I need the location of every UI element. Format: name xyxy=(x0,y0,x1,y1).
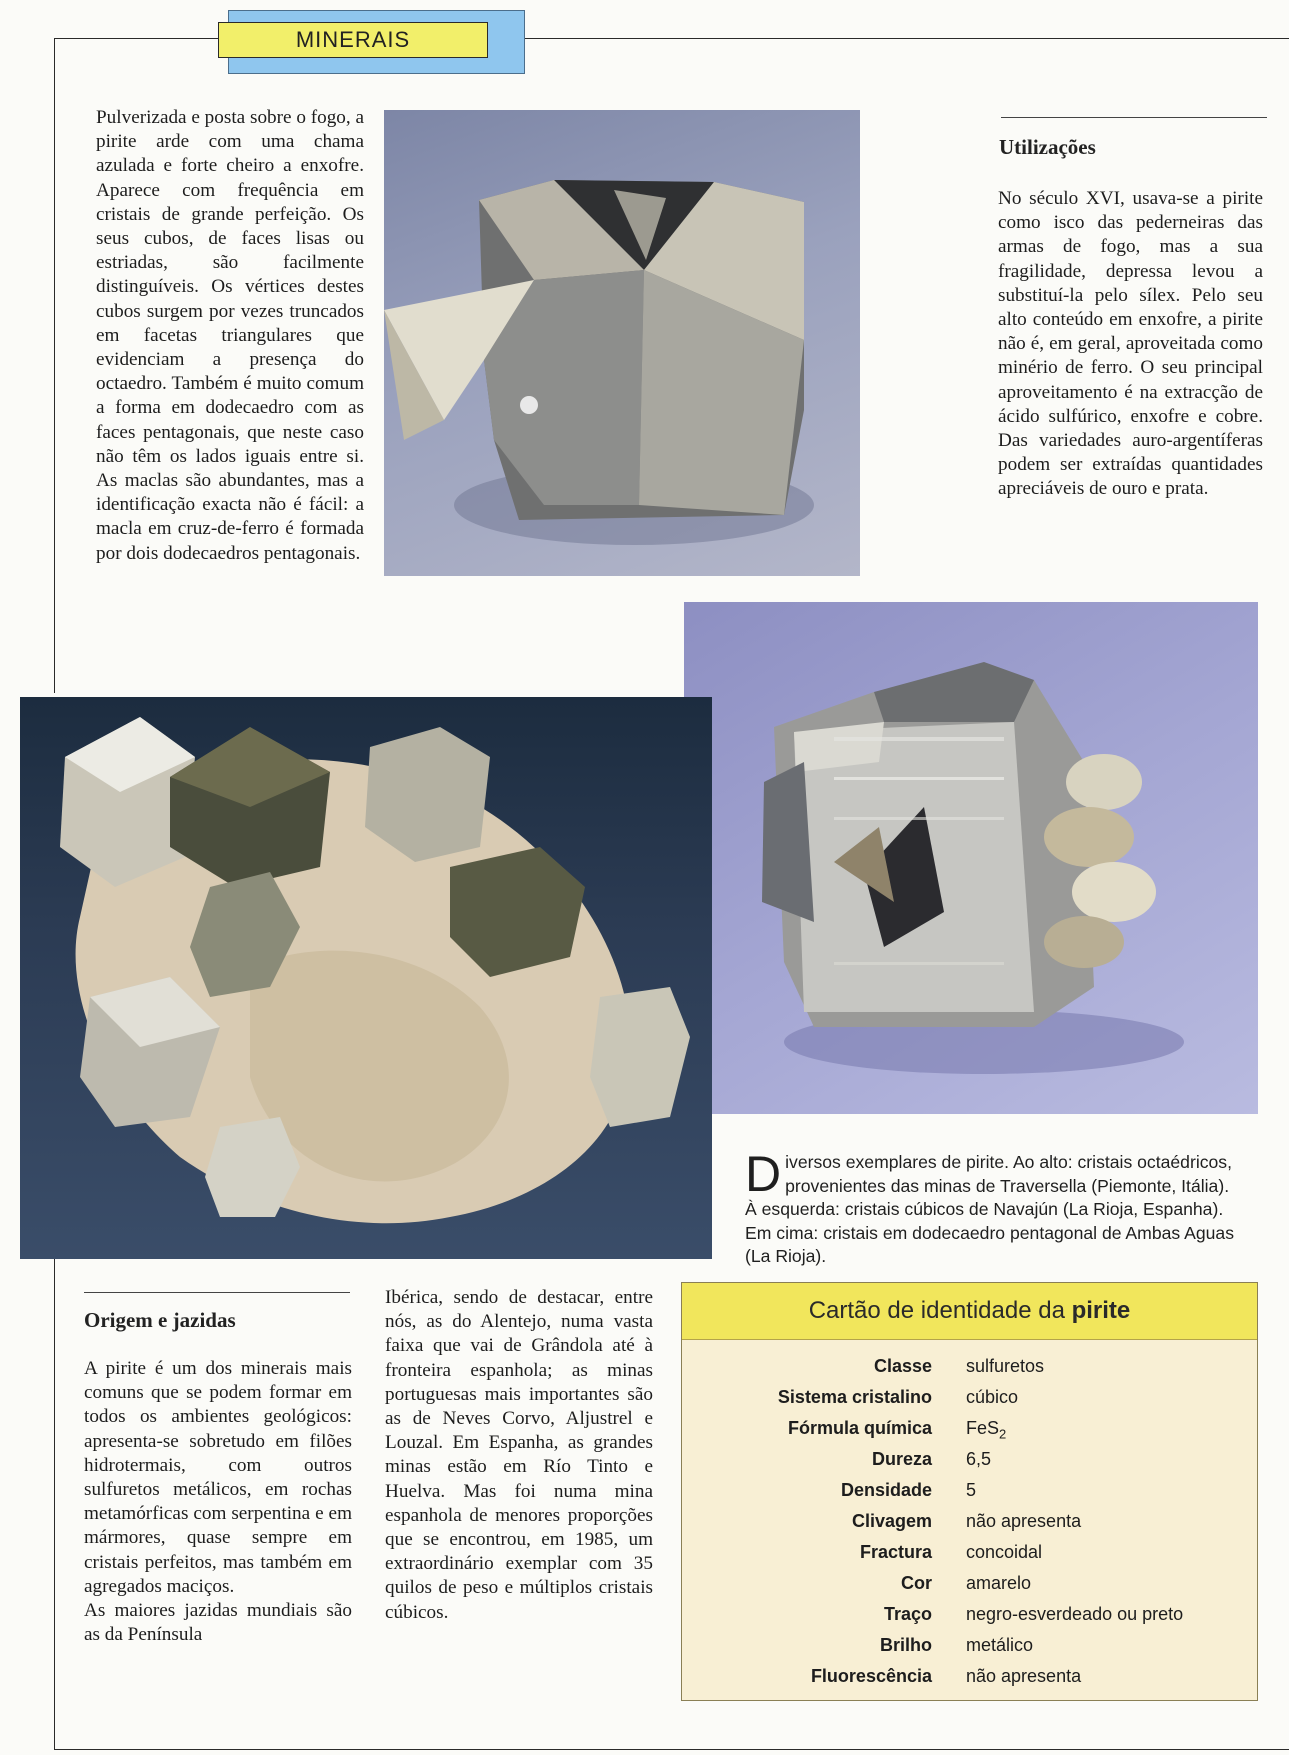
identity-value: negro-esverdeado ou preto xyxy=(966,1604,1184,1624)
origem-rule xyxy=(84,1292,350,1293)
formula-base: FeS xyxy=(966,1418,1000,1438)
identity-value: concoidal xyxy=(966,1542,1043,1562)
identity-label: Traço xyxy=(883,1604,932,1624)
identity-card-title-mineral: pirite xyxy=(1071,1297,1131,1324)
identity-row-fluorescencia xyxy=(682,1666,1257,1696)
identity-label: Fluorescência xyxy=(810,1666,932,1686)
identity-label: Fractura xyxy=(859,1542,932,1562)
identity-value: não apresenta xyxy=(966,1666,1082,1686)
identity-label: Dureza xyxy=(871,1449,932,1469)
utilizacoes-paragraph: No século XVI, usava-se a pirite como isco das pederneiras das armas de fogo, mas a sua fragilidade, depressa levou a substituí-la pelo sílex. Pelo seu alto conteúdo em enxofre, a pirite não é, em geral, aproveitada como minério de ferro. O seu principal aproveitamento é na extracção de ácido sulfúrico, enxofre e cobre. Das variedades auro-argentíferas podem ser extraídas quantidades apreciáveis de ouro e prata. xyxy=(998,188,1263,500)
identity-row-sistema xyxy=(682,1387,1257,1417)
dodecahedral-crystal-illustration xyxy=(684,602,1258,1114)
identity-value: sulfuretos xyxy=(966,1356,1045,1376)
page-frame-left-lower xyxy=(54,1252,55,1750)
utilizacoes-rule xyxy=(1001,117,1267,118)
page-frame-left xyxy=(54,38,55,693)
formula-subscript: 2 xyxy=(999,1426,1007,1442)
section-header: MINERAIS xyxy=(218,22,488,58)
identity-row-densidade xyxy=(682,1480,1257,1510)
origem-column-2: Ibérica, sendo de destacar, entre nós, as do Alentejo, numa vasta faixa que vai de Grândola até à fronteira espanhola; as minas portuguesas mais importantes são as de Neves Corvo, Aljustrel e Louzal. Em Espanha, as grandes minas estão em Río Tinto e Huelva. Mas foi numa mina espanhola de menores proporções que se encontrou, em 1985, um extraordinário exemplar com 35 quilos de peso e múltiplos cristais cúbicos. xyxy=(385,1287,653,1623)
identity-label: Densidade xyxy=(840,1480,932,1500)
identity-label: Sistema cristalino xyxy=(777,1387,932,1407)
identity-value: 5 xyxy=(966,1480,977,1500)
page-frame-bottom xyxy=(54,1749,1289,1750)
identity-label: Clivagem xyxy=(851,1511,932,1531)
identity-row-traco xyxy=(682,1604,1257,1634)
identity-row-classe xyxy=(682,1356,1257,1386)
photo-octahedral-pyrite xyxy=(384,110,860,576)
photo-caption xyxy=(745,1146,1240,1269)
origem-column-1 xyxy=(84,1357,352,1647)
octahedral-crystal-illustration xyxy=(384,110,860,576)
caption-dropcap: D xyxy=(745,1146,782,1202)
utilizacoes-title: Utilizações xyxy=(999,135,1096,159)
identity-label: Fórmula química xyxy=(787,1418,932,1438)
photo-dodecahedral-pyrite xyxy=(684,602,1258,1114)
identity-value: não apresenta xyxy=(966,1511,1082,1531)
identity-row-dureza xyxy=(682,1449,1257,1479)
identity-label: Brilho xyxy=(880,1635,932,1655)
origem-title: Origem e jazidas xyxy=(84,1308,236,1332)
identity-label: Classe xyxy=(873,1356,932,1376)
identity-label: Cor xyxy=(901,1573,932,1593)
identity-value: amarelo xyxy=(966,1573,1032,1593)
identity-card-title xyxy=(682,1283,1257,1340)
identity-card-title-prefix: Cartão de identidade da xyxy=(808,1297,1072,1324)
identity-row-fractura xyxy=(682,1542,1257,1572)
origem-paragraph-2: As maiores jazidas mundiais são as da Península xyxy=(84,1600,352,1646)
cubic-crystals-illustration xyxy=(20,697,712,1259)
identity-row-brilho xyxy=(682,1635,1257,1665)
identity-value-formula xyxy=(966,1418,1006,1442)
identity-value: 6,5 xyxy=(966,1449,992,1469)
identity-value: cúbico xyxy=(966,1387,1019,1407)
intro-paragraph: Pulverizada e posta sobre o fogo, a pirite arde com uma chama azulada e forte cheiro a enxofre. Aparece com frequência em cristais de grande perfeição. Os seus cubos, de faces lisas ou estriadas, são facilmente distinguíveis. Os vértices destes cubos surgem por vezes truncados em facetas triangulares que evidenciam a presença do octaedro. Também é muito comum a forma em dodecaedro com as faces pentagonais, que neste caso não têm os lados iguais entre si. As maclas são abundantes, mas a identificação exacta não é fácil: a macla em cruz-de-ferro é formada por dois dodecaedros pentagonais. xyxy=(96,107,365,564)
identity-row-clivagem xyxy=(682,1511,1257,1541)
identity-value: metálico xyxy=(966,1635,1034,1655)
origem-paragraph-1: A pirite é um dos minerais mais comuns que se podem formar em todos os ambientes geológicos: apresenta-se sobretudo em filões hidrotermais, com outros sulfuretos metálicos, em rochas metamórficas com serpentina e em mármores, quase sempre em cristais perfeitos, mas também em agregados maciços. xyxy=(84,1358,352,1597)
identity-row-cor xyxy=(682,1573,1257,1603)
caption-text: iversos exemplares de pirite. Ao alto: cristais octaédricos, provenientes das minas de Traversella (Piemonte, Itália). À esquerda: cristais cúbicos de Navajún (La Rioja, Espanha). Em cima: cristais em dodecaedro pentagonal de Ambas Aguas (La Rioja). xyxy=(745,1152,1234,1267)
photo-cubic-pyrite xyxy=(20,697,712,1259)
identity-card xyxy=(681,1282,1258,1701)
identity-row-formula xyxy=(682,1418,1257,1448)
